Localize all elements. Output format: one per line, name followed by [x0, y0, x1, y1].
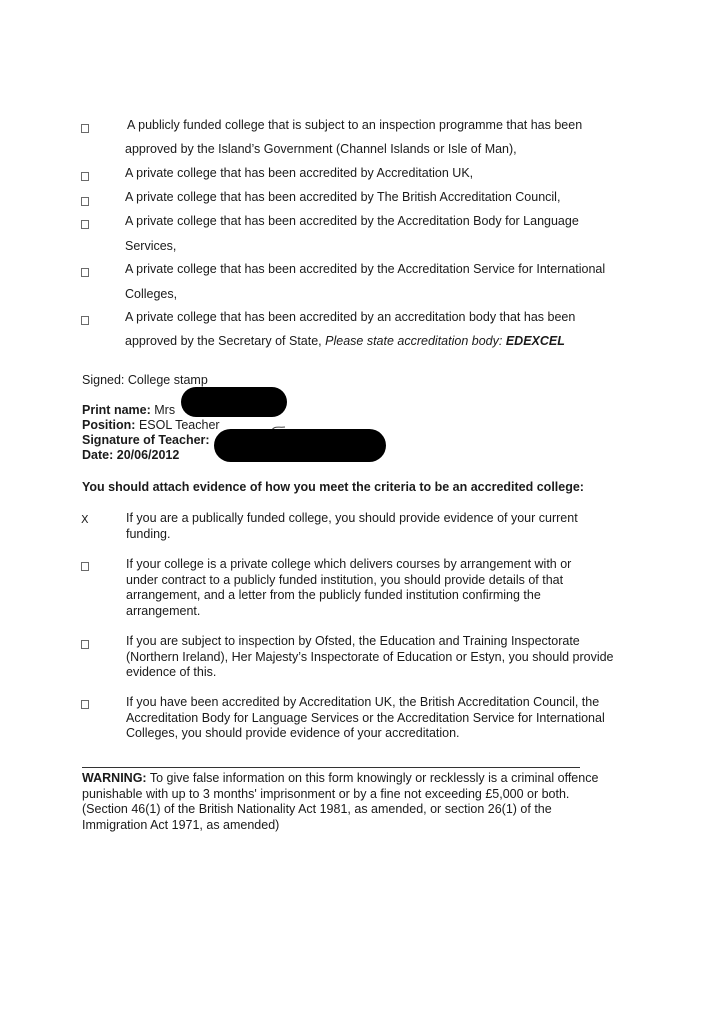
evidence-item-1	[126, 511, 656, 542]
option-4-line-2: Services,	[125, 239, 177, 253]
warning-line-4: Immigration Act 1971, as amended)	[82, 817, 280, 832]
evidence-3-line-1: If you are subject to inspection by Ofsted, the Education and Training Inspectorate	[126, 634, 580, 648]
warning-label: WARNING:	[82, 771, 147, 785]
position-value: ESOL Teacher	[138, 418, 220, 432]
date-value: 20/06/2012	[116, 448, 180, 462]
warning-block	[82, 771, 662, 833]
evidence-item-3	[126, 634, 656, 681]
option-1-line-1: A publicly funded college that is subject to an inspection programme that has been	[127, 118, 583, 132]
warning-line-2: punishable with up to 3 months' imprisonment or by a fine not exceeding £5,000 or both.	[82, 786, 570, 801]
evidence-checkbox-3[interactable]	[81, 640, 89, 649]
warning-line-1	[82, 771, 662, 787]
evidence-item-4	[126, 695, 656, 742]
redaction-name	[181, 387, 287, 417]
option-3-line-1: A private college that has been accredited by The British Accreditation Council,	[125, 190, 561, 204]
evidence-3-line-2: (Northern Ireland), Her Majesty’s Inspectorate of Education or Estyn, you should provide	[126, 649, 614, 664]
evidence-4-line-3: Colleges, you should provide evidence of your accreditation.	[126, 726, 460, 740]
evidence-1-line-2: funding.	[126, 526, 171, 541]
evidence-2-line-1: If your college is a private college which delivers courses by arrangement with or	[126, 557, 572, 571]
warning-divider	[82, 767, 580, 768]
option-checkbox-1[interactable]	[81, 124, 89, 133]
date-row	[82, 448, 179, 463]
option-6-line-1: A private college that has been accredited by an accreditation body that has been	[125, 310, 576, 324]
evidence-2-line-4: arrangement.	[126, 603, 201, 618]
evidence-3-line-3: evidence of this.	[126, 665, 217, 679]
option-6-italic-text: Please state accreditation body:	[325, 334, 503, 348]
option-1-line-2: approved by the Island’s Government (Channel Islands or Isle of Man),	[125, 142, 517, 156]
position-row	[82, 418, 220, 433]
evidence-checkbox-4[interactable]	[81, 700, 89, 709]
accreditation-body-value: EDEXCEL	[505, 334, 565, 348]
evidence-checkbox-1-checked[interactable]: X	[81, 513, 89, 526]
evidence-2-line-3: arrangement, and a letter from the publicly funded institution confirming the	[126, 588, 541, 602]
option-checkbox-3[interactable]	[81, 197, 89, 206]
option-5-line-1: A private college that has been accredited by the Accreditation Service for International	[125, 262, 606, 276]
option-checkbox-5[interactable]	[81, 268, 89, 277]
option-2-line-1: A private college that has been accredited by Accreditation UK,	[125, 166, 474, 180]
position-label: Position:	[82, 418, 136, 432]
warning-line-3: (Section 46(1) of the British Nationality Act 1981, as amended, or section 26(1) of the	[82, 802, 552, 816]
evidence-heading: You should attach evidence of how you meet the criteria to be an accredited college:	[82, 480, 584, 494]
print-name-label: Print name:	[82, 403, 151, 417]
signed-college-stamp: Signed: College stamp	[82, 373, 208, 387]
date-label: Date:	[82, 448, 114, 462]
option-6-plain-text: approved by the Secretary of State,	[125, 334, 322, 348]
signature-label: Signature of Teacher:	[82, 433, 210, 447]
option-checkbox-4[interactable]	[81, 220, 89, 229]
signature-row	[82, 433, 210, 448]
evidence-checkbox-2[interactable]	[81, 562, 89, 571]
warning-text-1: To give false information on this form knowingly or recklessly is a criminal offence	[149, 771, 599, 785]
redaction-signature	[214, 429, 386, 462]
evidence-1-line-1: If you are a publically funded college, you should provide evidence of your current	[126, 511, 578, 525]
print-name-value: Mrs	[154, 403, 176, 417]
evidence-2-line-2: under contract to a publicly funded institution, you should provide details of that	[126, 572, 564, 587]
option-6-line-2	[125, 329, 655, 353]
print-name-row	[82, 403, 175, 418]
evidence-item-2	[126, 557, 656, 619]
option-checkbox-2[interactable]	[81, 172, 89, 181]
option-checkbox-6[interactable]	[81, 316, 89, 325]
evidence-4-line-1: If you have been accredited by Accreditation UK, the British Accreditation Council, the	[126, 695, 600, 709]
option-5-line-2: Colleges,	[125, 287, 178, 301]
option-4-line-1: A private college that has been accredited by the Accreditation Body for Language	[125, 214, 579, 228]
evidence-4-line-2: Accreditation Body for Language Services or the Accreditation Service for International	[126, 710, 605, 725]
